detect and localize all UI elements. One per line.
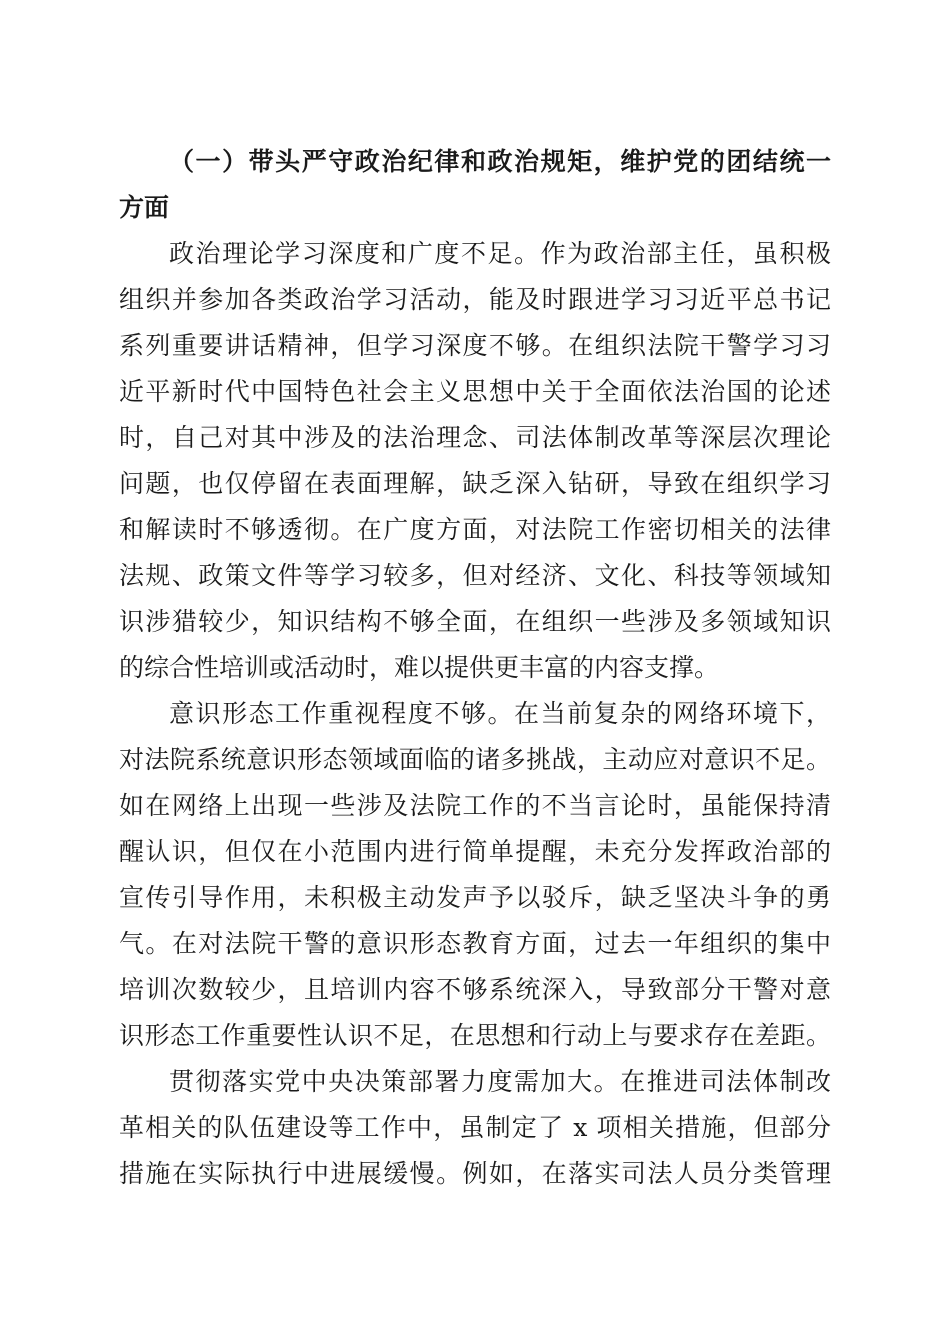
- paragraph-line: 意识形态工作重视程度不够。在当前复杂的网络环境下，: [169, 699, 831, 728]
- section-heading-line: （一）带头严守政治纪律和政治规矩，维护党的团结统一: [169, 147, 831, 176]
- paragraph-line: 气。在对法院干警的意识形态教育方面，过去一年组织的集中: [119, 929, 831, 958]
- paragraph-line: 识涉猎较少，知识结构不够全面，在组织一些涉及多领域知识: [119, 607, 831, 636]
- paragraph-line: 培训次数较少，且培训内容不够系统深入，导致部分干警对意: [119, 975, 831, 1004]
- paragraph-line: 对法院系统意识形态领域面临的诸多挑战，主动应对意识不足。: [119, 745, 831, 774]
- paragraph-line: 识形态工作重要性认识不足，在思想和行动上与要求存在差距。: [119, 1021, 831, 1050]
- paragraph-line: 如在网络上出现一些涉及法院工作的不当言论时，虽能保持清: [119, 791, 831, 820]
- paragraph-line: 宣传引导作用，未积极主动发声予以驳斥，缺乏坚决斗争的勇: [119, 883, 831, 912]
- paragraph-line: 贯彻落实党中央决策部署力度需加大。在推进司法体制改: [169, 1067, 831, 1096]
- paragraph-line: 和解读时不够透彻。在广度方面，对法院工作密切相关的法律: [119, 515, 831, 544]
- section-heading-line: 方面: [119, 193, 170, 222]
- paragraph-line: 醒认识，但仅在小范围内进行简单提醒，未充分发挥政治部的: [119, 837, 831, 866]
- paragraph-line: 组织并参加各类政治学习活动，能及时跟进学习习近平总书记: [119, 285, 831, 314]
- paragraph-line: 法规、政策文件等学习较多，但对经济、文化、科技等领域知: [119, 561, 831, 590]
- paragraph-line: 近平新时代中国特色社会主义思想中关于全面依法治国的论述: [119, 377, 831, 406]
- paragraph-line: 问题，也仅停留在表面理解，缺乏深入钻研，导致在组织学习: [119, 469, 831, 498]
- paragraph-line: 革相关的队伍建设等工作中，虽制定了 x 项相关措施，但部分: [119, 1113, 831, 1142]
- paragraph-line: 措施在实际执行中进展缓慢。例如，在落实司法人员分类管理: [119, 1159, 831, 1188]
- paragraph-line: 时，自己对其中涉及的法治理念、司法体制改革等深层次理论: [119, 423, 831, 452]
- paragraph-line: 的综合性培训或活动时，难以提供更丰富的内容支撑。: [119, 653, 720, 682]
- paragraph-line: 系列重要讲话精神，但学习深度不够。在组织法院干警学习习: [119, 331, 831, 360]
- paragraph-line: 政治理论学习深度和广度不足。作为政治部主任，虽积极: [169, 239, 831, 268]
